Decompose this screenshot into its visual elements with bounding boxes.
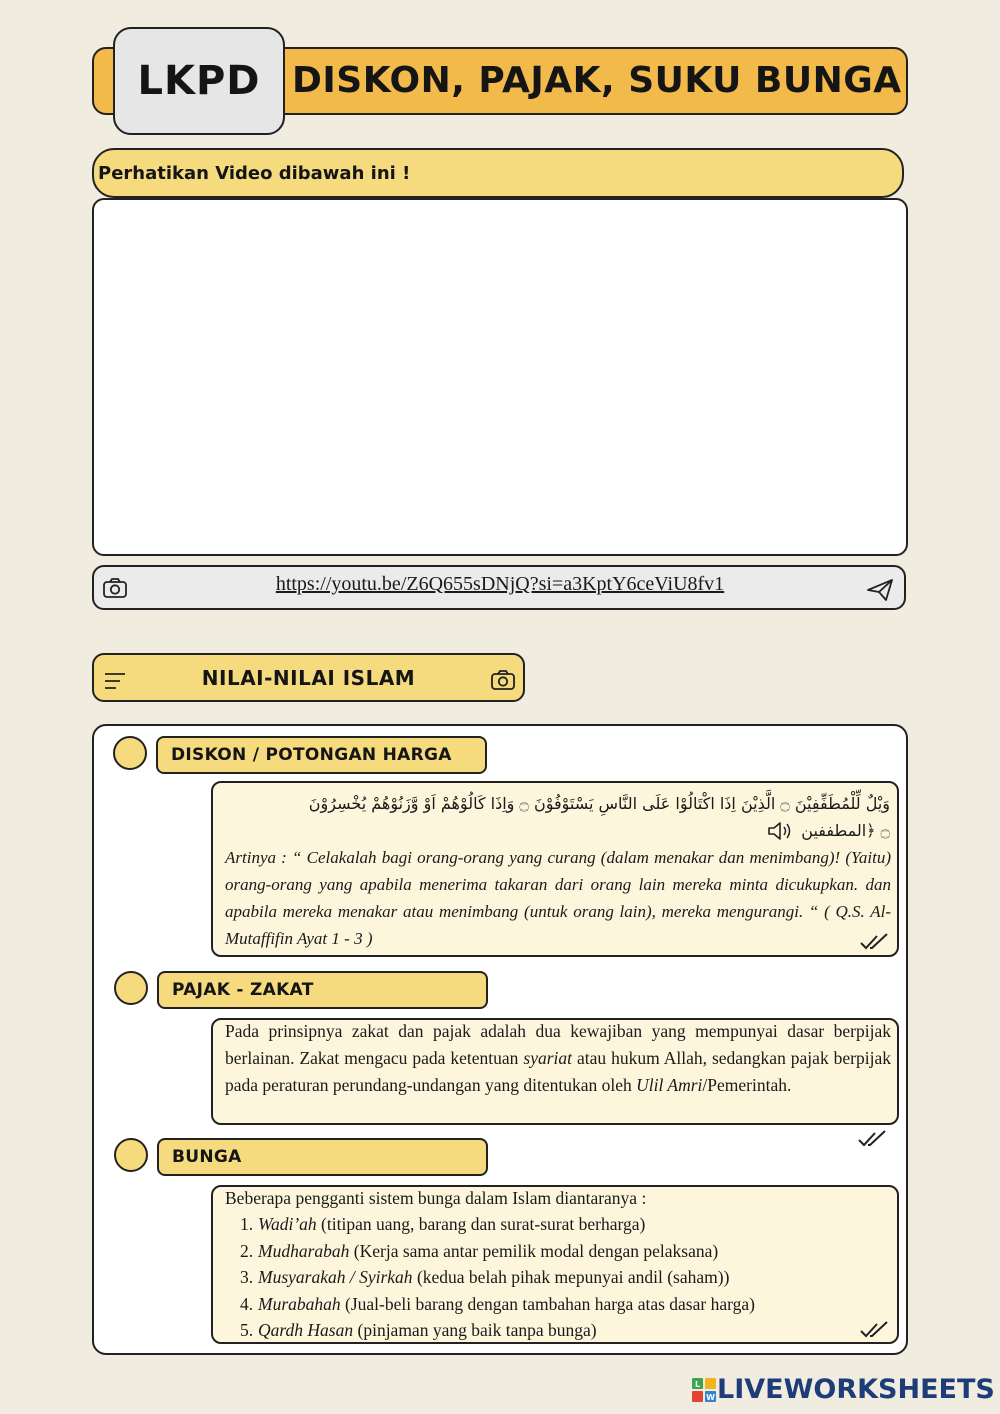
section-bullet-circle [114, 1138, 148, 1172]
speaker-icon[interactable] [767, 820, 793, 842]
list-item-term: Qardh Hasan [258, 1320, 354, 1340]
video-player[interactable] [92, 198, 908, 556]
video-instruction-bar [92, 148, 904, 198]
camera-icon [490, 669, 516, 691]
nilai-islam-title: NILAI-NILAI ISLAM [201, 665, 416, 690]
list-item-desc: (Jual-beli barang dengan tambahan harga atas dasar harga) [340, 1293, 755, 1314]
pajak-text-term-ulil-amri: Ulil Amri [636, 1075, 703, 1095]
list-item-desc: (pinjaman yang baik tanpa bunga) [353, 1320, 597, 1340]
arabic-verse-line2-row [222, 817, 890, 844]
list-item-number: 5. [240, 1320, 254, 1340]
bunga-intro: Beberapa pengganti sistem bunga dalam Islam diantaranya : [225, 1188, 647, 1208]
lkpd-badge-label: LKPD [137, 58, 261, 104]
list-item [225, 1264, 891, 1291]
list-item [225, 1211, 891, 1238]
liveworksheets-logo: LIVEWORKSHEETS [717, 1374, 995, 1405]
video-instruction-label: Perhatikan Video dibawah ini ! [98, 162, 411, 184]
pajak-text-part2: atau hukum Allah, sedangkan pajak berpijak pada peraturan perundang-undangan yang ditentukan oleh [225, 1048, 891, 1095]
section-bullet-circle [114, 971, 148, 1005]
verse-translation: Artinya : “ Celakalah bagi orang-orang yang curang (dalam menakar dan menimbang)! (Yaitu) orang-orang yang apabila menerima takaran dari orang lain mereka minta dicukupkan. dan apabila mereka menakar atau menimbang (untuk orang lain), mereka mengurangi. “ ( Q.S. Al-Mutaffifin Ayat 1 - 3 ) [225, 848, 891, 948]
list-item-number: 3. [240, 1267, 254, 1287]
arabic-verse-line1: وَيْلٌ لِّلْمُطَفِّفِيْنَ ۝ الَّذِيْنَ اِذَا اكْتَالُوْا عَلَى النَّاسِ يَسْتَوْفُوْنَ ۝ وَاِذَا كَالُوْهُمْ اَوْ وَّزَنُوْهُمْ يُخْسِرُوْنَ [308, 794, 890, 813]
lkpd-badge [113, 27, 285, 135]
list-item-desc: (titipan uang, barang dan surat-surat berharga) [316, 1214, 646, 1234]
double-check-icon [859, 933, 891, 951]
list-item-term: Murabahah [258, 1293, 341, 1314]
bunga-alternatives-list [225, 1211, 891, 1344]
section-bullet-circle [113, 736, 147, 770]
double-check-icon [857, 1130, 889, 1148]
logo-icon-letter-w: W [706, 1393, 715, 1402]
pajak-text-part1: Pada prinsipnya zakat dan pajak adalah dua kewajiban yang mempunyai dasar berpijak berlainan. Zakat mengacu pada ketentuan [225, 1021, 891, 1068]
pajak-zakat-text [225, 1018, 891, 1099]
list-item-number: 2. [240, 1240, 254, 1261]
video-link[interactable]: https://youtu.be/Z6Q655sDNjQ?si=a3KptY6ceViU8fv1 [275, 573, 725, 595]
send-icon[interactable] [866, 578, 894, 602]
arabic-verse-line2: ۝ ﴿المطففين [801, 821, 890, 840]
list-item-desc: (kedua belah pihak mepunyai andil (saham)) [412, 1267, 730, 1287]
list-item [225, 1317, 891, 1344]
list-item-number: 4. [240, 1293, 254, 1314]
page-title: DISKON, PAJAK, SUKU BUNGA [292, 59, 902, 101]
list-item-desc: (Kerja sama antar pemilik modal dengan pelaksana) [349, 1240, 719, 1261]
section-title-bunga: BUNGA [157, 1138, 488, 1176]
list-item-number: 1. [240, 1214, 254, 1234]
section-title-pajak: PAJAK - ZAKAT [157, 971, 488, 1009]
list-item-term: Mudharabah [258, 1240, 350, 1261]
list-item [225, 1238, 891, 1265]
pajak-text-part3: /Pemerintah. [702, 1075, 792, 1095]
double-check-icon [859, 1321, 891, 1339]
pajak-text-term-syariat: syariat [523, 1048, 573, 1068]
list-item [225, 1291, 891, 1318]
list-item-term: Musyarakah / Syirkah [258, 1267, 413, 1287]
list-item-term: Wadi’ah [258, 1214, 317, 1234]
liveworksheets-logo-icon [692, 1378, 718, 1402]
logo-icon-letter-l: L [694, 1380, 701, 1389]
section-title-diskon: DISKON / POTONGAN HARGA [156, 736, 487, 774]
